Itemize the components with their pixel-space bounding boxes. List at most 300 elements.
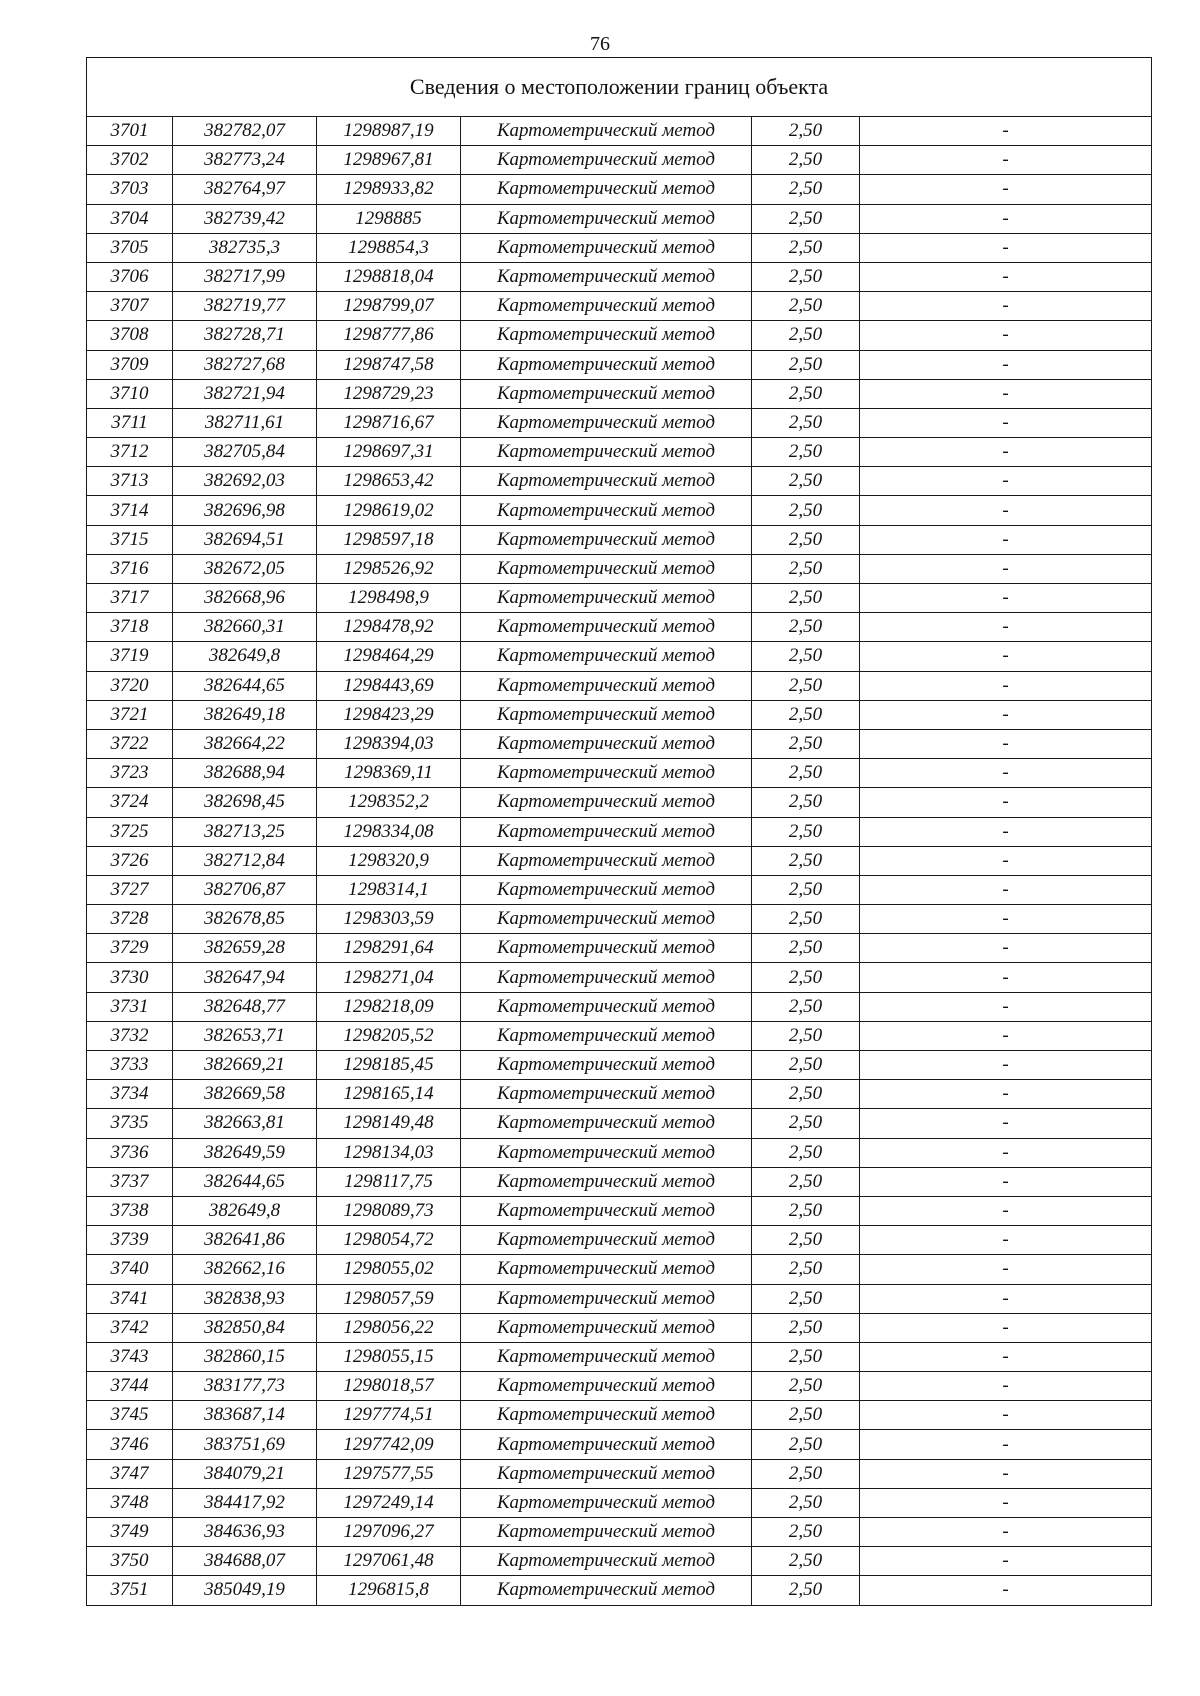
accuracy-cell: 2,50 xyxy=(752,1226,860,1255)
description-cell: - xyxy=(860,1021,1152,1050)
point-number-cell: 3747 xyxy=(87,1459,173,1488)
method-cell: Картометрический метод xyxy=(461,613,752,642)
y-coordinate-cell: 1297249,14 xyxy=(317,1488,461,1517)
y-coordinate-cell: 1297061,48 xyxy=(317,1547,461,1576)
y-coordinate-cell: 1298777,86 xyxy=(317,321,461,350)
point-number-cell: 3706 xyxy=(87,262,173,291)
accuracy-cell: 2,50 xyxy=(752,1518,860,1547)
y-coordinate-cell: 1298055,02 xyxy=(317,1255,461,1284)
description-cell: - xyxy=(860,350,1152,379)
table-row xyxy=(87,262,1152,291)
accuracy-cell: 2,50 xyxy=(752,934,860,963)
y-coordinate-cell: 1298464,29 xyxy=(317,642,461,671)
table-row xyxy=(87,759,1152,788)
point-number-cell: 3736 xyxy=(87,1138,173,1167)
y-coordinate-cell: 1298818,04 xyxy=(317,262,461,291)
description-cell: - xyxy=(860,671,1152,700)
y-coordinate-cell: 1296815,8 xyxy=(317,1576,461,1605)
method-cell: Картометрический метод xyxy=(461,875,752,904)
description-cell: - xyxy=(860,146,1152,175)
table-row xyxy=(87,1051,1152,1080)
method-cell: Картометрический метод xyxy=(461,1284,752,1313)
method-cell: Картометрический метод xyxy=(461,117,752,146)
accuracy-cell: 2,50 xyxy=(752,1138,860,1167)
x-coordinate-cell: 382694,51 xyxy=(173,525,317,554)
description-cell: - xyxy=(860,992,1152,1021)
accuracy-cell: 2,50 xyxy=(752,408,860,437)
method-cell: Картометрический метод xyxy=(461,146,752,175)
accuracy-cell: 2,50 xyxy=(752,788,860,817)
description-cell: - xyxy=(860,1459,1152,1488)
x-coordinate-cell: 382764,97 xyxy=(173,175,317,204)
y-coordinate-cell: 1298185,45 xyxy=(317,1051,461,1080)
description-cell: - xyxy=(860,642,1152,671)
y-coordinate-cell: 1298149,48 xyxy=(317,1109,461,1138)
description-cell: - xyxy=(860,963,1152,992)
y-coordinate-cell: 1298747,58 xyxy=(317,350,461,379)
description-cell: - xyxy=(860,1576,1152,1605)
accuracy-cell: 2,50 xyxy=(752,584,860,613)
description-cell: - xyxy=(860,584,1152,613)
accuracy-cell: 2,50 xyxy=(752,1255,860,1284)
y-coordinate-cell: 1297096,27 xyxy=(317,1518,461,1547)
method-cell: Картометрический метод xyxy=(461,1226,752,1255)
table-row xyxy=(87,525,1152,554)
x-coordinate-cell: 382659,28 xyxy=(173,934,317,963)
y-coordinate-cell: 1298369,11 xyxy=(317,759,461,788)
y-coordinate-cell: 1298933,82 xyxy=(317,175,461,204)
table-row xyxy=(87,146,1152,175)
x-coordinate-cell: 382711,61 xyxy=(173,408,317,437)
point-number-cell: 3727 xyxy=(87,875,173,904)
accuracy-cell: 2,50 xyxy=(752,1021,860,1050)
method-cell: Картометрический метод xyxy=(461,584,752,613)
point-number-cell: 3725 xyxy=(87,817,173,846)
method-cell: Картометрический метод xyxy=(461,438,752,467)
x-coordinate-cell: 382712,84 xyxy=(173,846,317,875)
accuracy-cell: 2,50 xyxy=(752,1167,860,1196)
point-number-cell: 3729 xyxy=(87,934,173,963)
x-coordinate-cell: 382773,24 xyxy=(173,146,317,175)
accuracy-cell: 2,50 xyxy=(752,146,860,175)
description-cell: - xyxy=(860,1518,1152,1547)
method-cell: Картометрический метод xyxy=(461,204,752,233)
x-coordinate-cell: 382688,94 xyxy=(173,759,317,788)
point-number-cell: 3716 xyxy=(87,554,173,583)
table-row xyxy=(87,642,1152,671)
point-number-cell: 3710 xyxy=(87,379,173,408)
table-row xyxy=(87,788,1152,817)
y-coordinate-cell: 1298165,14 xyxy=(317,1080,461,1109)
method-cell: Картометрический метод xyxy=(461,292,752,321)
method-cell: Картометрический метод xyxy=(461,233,752,262)
point-number-cell: 3714 xyxy=(87,496,173,525)
accuracy-cell: 2,50 xyxy=(752,321,860,350)
x-coordinate-cell: 382696,98 xyxy=(173,496,317,525)
y-coordinate-cell: 1298334,08 xyxy=(317,817,461,846)
accuracy-cell: 2,50 xyxy=(752,905,860,934)
point-number-cell: 3740 xyxy=(87,1255,173,1284)
accuracy-cell: 2,50 xyxy=(752,350,860,379)
table-row xyxy=(87,1547,1152,1576)
point-number-cell: 3749 xyxy=(87,1518,173,1547)
y-coordinate-cell: 1298018,57 xyxy=(317,1372,461,1401)
table-row xyxy=(87,438,1152,467)
point-number-cell: 3728 xyxy=(87,905,173,934)
method-cell: Картометрический метод xyxy=(461,700,752,729)
description-cell: - xyxy=(860,233,1152,262)
point-number-cell: 3748 xyxy=(87,1488,173,1517)
table-row xyxy=(87,379,1152,408)
accuracy-cell: 2,50 xyxy=(752,642,860,671)
description-cell: - xyxy=(860,175,1152,204)
table-row xyxy=(87,963,1152,992)
point-number-cell: 3731 xyxy=(87,992,173,1021)
method-cell: Картометрический метод xyxy=(461,905,752,934)
table-row xyxy=(87,729,1152,758)
description-cell: - xyxy=(860,1196,1152,1225)
table-row xyxy=(87,1255,1152,1284)
table-row xyxy=(87,1518,1152,1547)
description-cell: - xyxy=(860,1138,1152,1167)
description-cell: - xyxy=(860,554,1152,583)
y-coordinate-cell: 1298478,92 xyxy=(317,613,461,642)
accuracy-cell: 2,50 xyxy=(752,1051,860,1080)
description-cell: - xyxy=(860,1430,1152,1459)
y-coordinate-cell: 1297774,51 xyxy=(317,1401,461,1430)
description-cell: - xyxy=(860,1226,1152,1255)
x-coordinate-cell: 384688,07 xyxy=(173,1547,317,1576)
x-coordinate-cell: 382644,65 xyxy=(173,671,317,700)
x-coordinate-cell: 382735,3 xyxy=(173,233,317,262)
point-number-cell: 3732 xyxy=(87,1021,173,1050)
x-coordinate-cell: 382739,42 xyxy=(173,204,317,233)
boundary-table xyxy=(86,57,1152,1606)
table-row xyxy=(87,175,1152,204)
accuracy-cell: 2,50 xyxy=(752,204,860,233)
accuracy-cell: 2,50 xyxy=(752,846,860,875)
y-coordinate-cell: 1298885 xyxy=(317,204,461,233)
x-coordinate-cell: 382850,84 xyxy=(173,1313,317,1342)
table-row xyxy=(87,350,1152,379)
description-cell: - xyxy=(860,438,1152,467)
table-row xyxy=(87,905,1152,934)
y-coordinate-cell: 1298314,1 xyxy=(317,875,461,904)
method-cell: Картометрический метод xyxy=(461,817,752,846)
table-row xyxy=(87,321,1152,350)
accuracy-cell: 2,50 xyxy=(752,1372,860,1401)
y-coordinate-cell: 1298526,92 xyxy=(317,554,461,583)
y-coordinate-cell: 1298697,31 xyxy=(317,438,461,467)
y-coordinate-cell: 1298597,18 xyxy=(317,525,461,554)
method-cell: Картометрический метод xyxy=(461,1167,752,1196)
table-row xyxy=(87,1196,1152,1225)
accuracy-cell: 2,50 xyxy=(752,1080,860,1109)
y-coordinate-cell: 1298498,9 xyxy=(317,584,461,613)
x-coordinate-cell: 382727,68 xyxy=(173,350,317,379)
method-cell: Картометрический метод xyxy=(461,963,752,992)
table-row xyxy=(87,934,1152,963)
description-cell: - xyxy=(860,1284,1152,1313)
table-row xyxy=(87,1342,1152,1371)
method-cell: Картометрический метод xyxy=(461,350,752,379)
y-coordinate-cell: 1298423,29 xyxy=(317,700,461,729)
point-number-cell: 3701 xyxy=(87,117,173,146)
y-coordinate-cell: 1298320,9 xyxy=(317,846,461,875)
y-coordinate-cell: 1298729,23 xyxy=(317,379,461,408)
method-cell: Картометрический метод xyxy=(461,1313,752,1342)
point-number-cell: 3751 xyxy=(87,1576,173,1605)
x-coordinate-cell: 382838,93 xyxy=(173,1284,317,1313)
description-cell: - xyxy=(860,1167,1152,1196)
description-cell: - xyxy=(860,875,1152,904)
point-number-cell: 3712 xyxy=(87,438,173,467)
description-cell: - xyxy=(860,1372,1152,1401)
method-cell: Картометрический метод xyxy=(461,408,752,437)
table-row xyxy=(87,292,1152,321)
accuracy-cell: 2,50 xyxy=(752,700,860,729)
y-coordinate-cell: 1298056,22 xyxy=(317,1313,461,1342)
method-cell: Картометрический метод xyxy=(461,1488,752,1517)
table-row xyxy=(87,671,1152,700)
method-cell: Картометрический метод xyxy=(461,1109,752,1138)
y-coordinate-cell: 1298716,67 xyxy=(317,408,461,437)
accuracy-cell: 2,50 xyxy=(752,233,860,262)
description-cell: - xyxy=(860,1255,1152,1284)
x-coordinate-cell: 382698,45 xyxy=(173,788,317,817)
table-row xyxy=(87,1109,1152,1138)
y-coordinate-cell: 1298352,2 xyxy=(317,788,461,817)
table-row xyxy=(87,1167,1152,1196)
y-coordinate-cell: 1298653,42 xyxy=(317,467,461,496)
table-row xyxy=(87,1284,1152,1313)
accuracy-cell: 2,50 xyxy=(752,1576,860,1605)
method-cell: Картометрический метод xyxy=(461,1401,752,1430)
table-row xyxy=(87,408,1152,437)
y-coordinate-cell: 1298271,04 xyxy=(317,963,461,992)
method-cell: Картометрический метод xyxy=(461,1021,752,1050)
accuracy-cell: 2,50 xyxy=(752,1459,860,1488)
y-coordinate-cell: 1298218,09 xyxy=(317,992,461,1021)
y-coordinate-cell: 1298134,03 xyxy=(317,1138,461,1167)
accuracy-cell: 2,50 xyxy=(752,496,860,525)
x-coordinate-cell: 382649,18 xyxy=(173,700,317,729)
point-number-cell: 3720 xyxy=(87,671,173,700)
method-cell: Картометрический метод xyxy=(461,759,752,788)
x-coordinate-cell: 382664,22 xyxy=(173,729,317,758)
method-cell: Картометрический метод xyxy=(461,1372,752,1401)
title-row xyxy=(87,58,1152,117)
x-coordinate-cell: 382713,25 xyxy=(173,817,317,846)
y-coordinate-cell: 1298443,69 xyxy=(317,671,461,700)
table-row xyxy=(87,1138,1152,1167)
method-cell: Картометрический метод xyxy=(461,496,752,525)
description-cell: - xyxy=(860,379,1152,408)
accuracy-cell: 2,50 xyxy=(752,379,860,408)
table-row xyxy=(87,1021,1152,1050)
y-coordinate-cell: 1298799,07 xyxy=(317,292,461,321)
accuracy-cell: 2,50 xyxy=(752,525,860,554)
description-cell: - xyxy=(860,817,1152,846)
table-row xyxy=(87,204,1152,233)
y-coordinate-cell: 1298054,72 xyxy=(317,1226,461,1255)
method-cell: Картометрический метод xyxy=(461,175,752,204)
accuracy-cell: 2,50 xyxy=(752,438,860,467)
table-row xyxy=(87,496,1152,525)
table-row xyxy=(87,1488,1152,1517)
method-cell: Картометрический метод xyxy=(461,379,752,408)
table-row xyxy=(87,1372,1152,1401)
x-coordinate-cell: 382719,77 xyxy=(173,292,317,321)
point-number-cell: 3730 xyxy=(87,963,173,992)
point-number-cell: 3724 xyxy=(87,788,173,817)
page-number: 76 xyxy=(590,33,610,55)
y-coordinate-cell: 1298967,81 xyxy=(317,146,461,175)
table-row xyxy=(87,875,1152,904)
point-number-cell: 3711 xyxy=(87,408,173,437)
description-cell: - xyxy=(860,525,1152,554)
y-coordinate-cell: 1297742,09 xyxy=(317,1430,461,1459)
point-number-cell: 3738 xyxy=(87,1196,173,1225)
table-title: Сведения о местоположении границ объекта xyxy=(87,58,1152,117)
accuracy-cell: 2,50 xyxy=(752,554,860,583)
description-cell: - xyxy=(860,1547,1152,1576)
x-coordinate-cell: 382647,94 xyxy=(173,963,317,992)
accuracy-cell: 2,50 xyxy=(752,1342,860,1371)
method-cell: Картометрический метод xyxy=(461,1430,752,1459)
x-coordinate-cell: 382668,96 xyxy=(173,584,317,613)
point-number-cell: 3705 xyxy=(87,233,173,262)
method-cell: Картометрический метод xyxy=(461,1576,752,1605)
table-row xyxy=(87,117,1152,146)
point-number-cell: 3742 xyxy=(87,1313,173,1342)
table-row xyxy=(87,554,1152,583)
method-cell: Картометрический метод xyxy=(461,1342,752,1371)
method-cell: Картометрический метод xyxy=(461,554,752,583)
x-coordinate-cell: 382653,71 xyxy=(173,1021,317,1050)
method-cell: Картометрический метод xyxy=(461,262,752,291)
x-coordinate-cell: 382721,94 xyxy=(173,379,317,408)
method-cell: Картометрический метод xyxy=(461,729,752,758)
method-cell: Картометрический метод xyxy=(461,671,752,700)
y-coordinate-cell: 1298303,59 xyxy=(317,905,461,934)
table-row xyxy=(87,1576,1152,1605)
x-coordinate-cell: 382672,05 xyxy=(173,554,317,583)
method-cell: Картометрический метод xyxy=(461,846,752,875)
description-cell: - xyxy=(860,262,1152,291)
point-number-cell: 3746 xyxy=(87,1430,173,1459)
point-number-cell: 3723 xyxy=(87,759,173,788)
accuracy-cell: 2,50 xyxy=(752,875,860,904)
description-cell: - xyxy=(860,321,1152,350)
y-coordinate-cell: 1298057,59 xyxy=(317,1284,461,1313)
description-cell: - xyxy=(860,613,1152,642)
description-cell: - xyxy=(860,467,1152,496)
accuracy-cell: 2,50 xyxy=(752,117,860,146)
description-cell: - xyxy=(860,1488,1152,1517)
x-coordinate-cell: 385049,19 xyxy=(173,1576,317,1605)
method-cell: Картометрический метод xyxy=(461,992,752,1021)
x-coordinate-cell: 382641,86 xyxy=(173,1226,317,1255)
accuracy-cell: 2,50 xyxy=(752,671,860,700)
description-cell: - xyxy=(860,788,1152,817)
point-number-cell: 3717 xyxy=(87,584,173,613)
point-number-cell: 3737 xyxy=(87,1167,173,1196)
x-coordinate-cell: 382660,31 xyxy=(173,613,317,642)
accuracy-cell: 2,50 xyxy=(752,1401,860,1430)
description-cell: - xyxy=(860,1080,1152,1109)
description-cell: - xyxy=(860,846,1152,875)
x-coordinate-cell: 382717,99 xyxy=(173,262,317,291)
point-number-cell: 3721 xyxy=(87,700,173,729)
accuracy-cell: 2,50 xyxy=(752,817,860,846)
x-coordinate-cell: 382663,81 xyxy=(173,1109,317,1138)
accuracy-cell: 2,50 xyxy=(752,1313,860,1342)
point-number-cell: 3702 xyxy=(87,146,173,175)
table-row xyxy=(87,467,1152,496)
x-coordinate-cell: 382782,07 xyxy=(173,117,317,146)
x-coordinate-cell: 382692,03 xyxy=(173,467,317,496)
point-number-cell: 3750 xyxy=(87,1547,173,1576)
point-number-cell: 3719 xyxy=(87,642,173,671)
description-cell: - xyxy=(860,1313,1152,1342)
point-number-cell: 3734 xyxy=(87,1080,173,1109)
accuracy-cell: 2,50 xyxy=(752,175,860,204)
point-number-cell: 3713 xyxy=(87,467,173,496)
x-coordinate-cell: 382662,16 xyxy=(173,1255,317,1284)
x-coordinate-cell: 382706,87 xyxy=(173,875,317,904)
x-coordinate-cell: 384417,92 xyxy=(173,1488,317,1517)
table-row xyxy=(87,233,1152,262)
point-number-cell: 3745 xyxy=(87,1401,173,1430)
method-cell: Картометрический метод xyxy=(461,1080,752,1109)
method-cell: Картометрический метод xyxy=(461,1459,752,1488)
y-coordinate-cell: 1298117,75 xyxy=(317,1167,461,1196)
y-coordinate-cell: 1298205,52 xyxy=(317,1021,461,1050)
method-cell: Картометрический метод xyxy=(461,1518,752,1547)
point-number-cell: 3739 xyxy=(87,1226,173,1255)
description-cell: - xyxy=(860,1051,1152,1080)
table-row xyxy=(87,1430,1152,1459)
point-number-cell: 3726 xyxy=(87,846,173,875)
accuracy-cell: 2,50 xyxy=(752,1430,860,1459)
x-coordinate-cell: 382678,85 xyxy=(173,905,317,934)
x-coordinate-cell: 382669,58 xyxy=(173,1080,317,1109)
x-coordinate-cell: 382860,15 xyxy=(173,1342,317,1371)
accuracy-cell: 2,50 xyxy=(752,963,860,992)
x-coordinate-cell: 382649,59 xyxy=(173,1138,317,1167)
x-coordinate-cell: 382648,77 xyxy=(173,992,317,1021)
method-cell: Картометрический метод xyxy=(461,525,752,554)
y-coordinate-cell: 1298089,73 xyxy=(317,1196,461,1225)
point-number-cell: 3733 xyxy=(87,1051,173,1080)
method-cell: Картометрический метод xyxy=(461,642,752,671)
table-row xyxy=(87,817,1152,846)
point-number-cell: 3718 xyxy=(87,613,173,642)
accuracy-cell: 2,50 xyxy=(752,1488,860,1517)
x-coordinate-cell: 382728,71 xyxy=(173,321,317,350)
x-coordinate-cell: 384636,93 xyxy=(173,1518,317,1547)
table-row xyxy=(87,992,1152,1021)
description-cell: - xyxy=(860,496,1152,525)
table-row xyxy=(87,846,1152,875)
description-cell: - xyxy=(860,408,1152,437)
method-cell: Картометрический метод xyxy=(461,934,752,963)
x-coordinate-cell: 384079,21 xyxy=(173,1459,317,1488)
table-row xyxy=(87,1313,1152,1342)
method-cell: Картометрический метод xyxy=(461,1138,752,1167)
point-number-cell: 3703 xyxy=(87,175,173,204)
